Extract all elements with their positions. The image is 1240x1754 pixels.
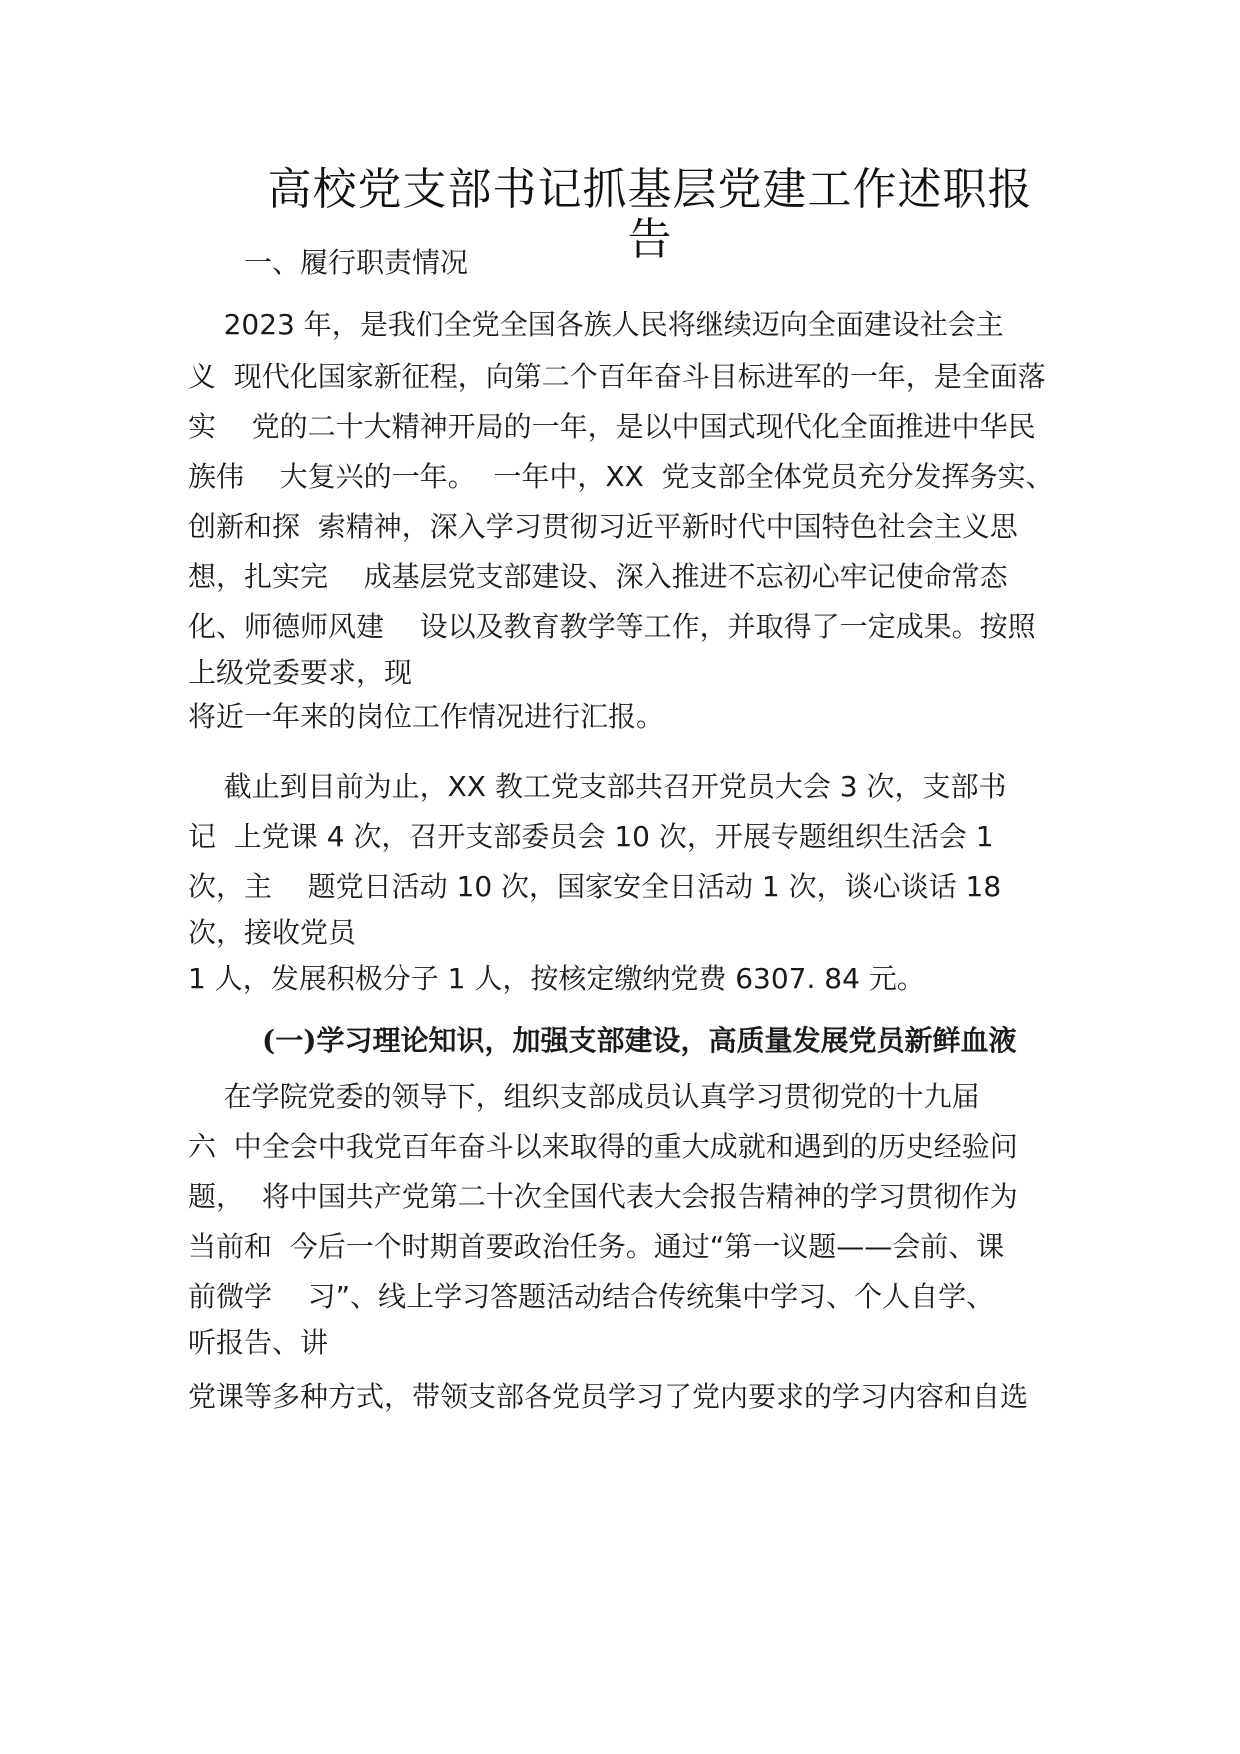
paragraph-line: 1 人，发展积极分子 1 人，按核定缴纳党费 6307. 84 元。: [188, 962, 925, 995]
paragraph-line: 前微学 习”、线上学习答题活动结合传统集中学习、个人自学、: [188, 1280, 995, 1313]
paragraph-line: 2023 年，是我们全党全国各族人民将继续迈向全面建设社会主: [188, 308, 1004, 341]
paragraph-line: 听报告、讲: [188, 1326, 329, 1359]
paragraph-line: 上级党委要求，现: [188, 656, 413, 689]
paragraph-line: 在学院党委的领导下，组织支部成员认真学习贯彻党的十九届: [188, 1080, 980, 1113]
section-heading: 一、履行职责情况: [244, 246, 469, 279]
paragraph-line: 截止到目前为止，XX 教工党支部共召开党员大会 3 次，支部书: [188, 770, 1007, 803]
paragraph-line: 次，接收党员: [188, 916, 357, 949]
paragraph-line: 当前和 今后一个时期首要政治任务。通过“第一议题——会前、课: [188, 1230, 1005, 1263]
paragraph-line: 义 现代化国家新征程，向第二个百年奋斗目标进军的一年，是全面落: [188, 360, 1046, 393]
paragraph-line: 创新和探 索精神，深入学习贯彻习近平新时代中国特色社会主义思: [188, 510, 1018, 543]
title-line-1: 高校党支部书记抓基层党建工作述职报: [267, 164, 1033, 215]
paragraph-line: 六 中全会中我党百年奋斗以来取得的重大成就和遇到的历史经验问: [188, 1130, 1018, 1163]
paragraph-line: 化、师德师风建 设以及教育教学等工作，并取得了一定成果。按照: [188, 610, 1036, 643]
paragraph-line: 想，扎实完 成基层党支部建设、深入推进不忘初心牢记使命常态: [188, 560, 1008, 593]
paragraph-line: 实 党的二十大精神开局的一年，是以中国式现代化全面推进中华民: [188, 410, 1036, 443]
paragraph-line: 题， 将中国共产党第二十次全国代表大会报告精神的学习贯彻作为: [188, 1180, 1018, 1213]
paragraph-line: 次，主 题党日活动 10 次，国家安全日活动 1 次，谈心谈话 18: [188, 870, 1002, 903]
paragraph-line: 记 上党课 4 次，召开支部委员会 10 次，开展专题组织生活会 1: [188, 820, 994, 853]
paragraph-line: 党课等多种方式，带领支部各党员学习了党内要求的学习内容和自选: [188, 1380, 1029, 1413]
paragraph-line: 将近一年来的岗位工作情况进行汇报。: [188, 700, 665, 733]
title-line-2: 告: [627, 214, 673, 265]
paragraph-line: 族伟 大复兴的一年。 一年中，XX 党支部全体党员充分发挥务实、: [188, 460, 1054, 493]
subsection-heading: (一)学习理论知识，加强支部建设，高质量发展党员新鲜血液: [262, 1024, 1017, 1057]
